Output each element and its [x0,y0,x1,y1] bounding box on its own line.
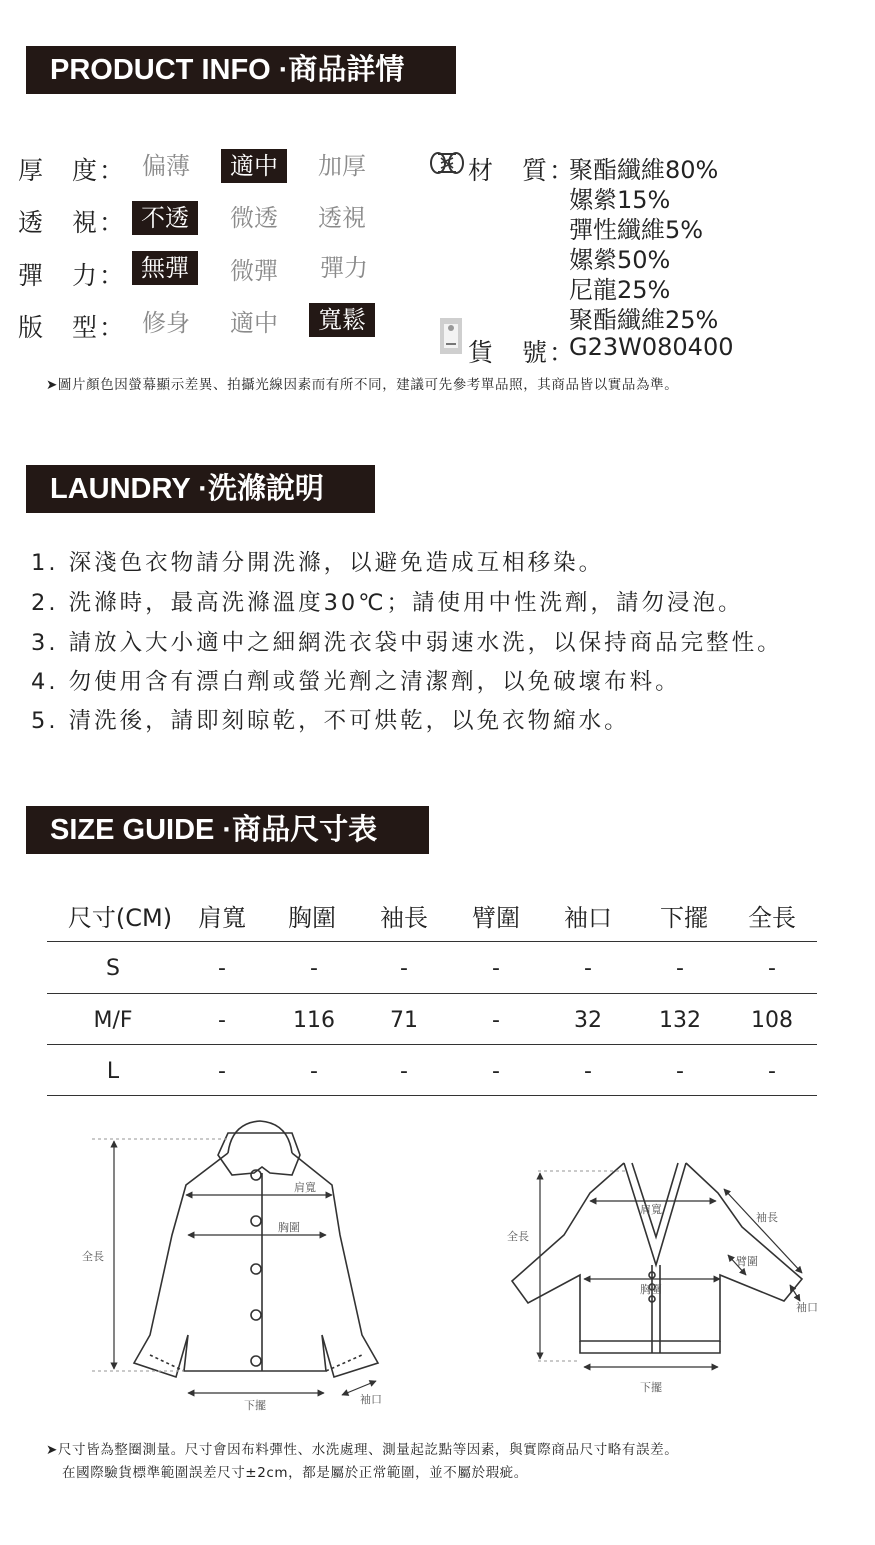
table-cell: - [492,1059,500,1084]
column-header-chest: 胸圍 [288,904,336,932]
material-line: 聚酯纖維80% [569,156,719,184]
sheerness-option-sheer: 透視 [318,204,366,232]
laundry-item: 1. 深淺色衣物請分開洗滌，以避免造成互相移染。 [31,550,605,576]
column-header-cuff: 袖口 [564,904,612,932]
material-label: 材 質： [468,156,577,185]
material-line: 嫘縈50% [569,246,671,274]
column-header-hem: 下擺 [660,904,708,932]
thickness-label: 厚 度： [18,156,127,185]
thread-spool-icon [428,150,466,176]
table-cell: - [400,956,408,981]
table-cell: - [218,956,226,981]
item-number-value: G23W080400 [569,333,734,361]
material-line: 聚酯纖維25% [569,306,719,334]
cardigan-label-chest: 胸圍 [640,1283,662,1296]
material-line: 嫘縈15% [569,186,671,214]
elasticity-option-none-selected: 無彈 [132,251,198,285]
fit-label: 版 型： [18,313,127,342]
column-header-length: 全長 [748,904,796,932]
table-cell: L [106,1059,120,1084]
thickness-option-medium-selected: 適中 [221,149,287,183]
column-header-sleeve-length: 袖長 [380,904,428,932]
cardigan-label-cuff: 袖口 [796,1301,818,1314]
cardigan-label-shoulder: 肩寬 [640,1203,662,1216]
color-disclaimer-note: ➤圖片顏色因螢幕顯示差異、拍攝光線因素而有所不同，建議可先參考單品照，其商品皆以實品為準。 [46,377,679,393]
table-cell: - [218,1008,226,1033]
column-header-arm: 臂圍 [472,904,520,932]
column-header-size: 尺寸(CM) [67,904,173,932]
table-cell: - [768,956,776,981]
cardigan-measure-lines [538,1171,802,1367]
cardigan-label-sleeve: 袖長 [756,1211,778,1224]
table-rule [47,1095,817,1096]
table-cell: 132 [659,1008,701,1033]
table-cell: - [400,1059,408,1084]
material-line: 彈性纖維5% [569,216,704,244]
measurement-diagrams [0,1105,875,1425]
elasticity-option-stretch: 彈力 [320,254,368,282]
product-info-header: PRODUCT INFO ·商品詳情 [26,46,456,94]
table-cell: S [106,956,120,981]
table-cell: - [310,1059,318,1084]
cardigan-diagram [512,1163,802,1353]
cardigan-label-hem: 下擺 [640,1381,662,1394]
table-cell: - [492,956,500,981]
thickness-option-thick: 加厚 [318,152,366,180]
table-rule [47,941,817,942]
jacket-label-length: 全長 [82,1250,104,1263]
jacket-label-chest: 胸圍 [278,1221,300,1234]
cardigan-label-arm: 臂圍 [736,1255,758,1268]
table-cell: 71 [390,1008,418,1033]
laundry-item: 5. 清洗後，請即刻晾乾，不可烘乾，以免衣物縮水。 [31,708,630,734]
table-cell: - [310,956,318,981]
table-rule [47,993,817,994]
laundry-item: 2. 洗滌時，最高洗滌溫度30℃；請使用中性洗劑，請勿浸泡。 [31,590,744,616]
table-cell: - [218,1059,226,1084]
column-header-shoulder: 肩寬 [198,904,246,932]
laundry-item: 4. 勿使用含有漂白劑或螢光劑之清潔劑，以免破壞布料。 [31,669,681,695]
fit-option-regular: 適中 [230,309,278,337]
table-cell: - [584,1059,592,1084]
sheerness-option-opaque-selected: 不透 [132,201,198,235]
table-cell: - [676,1059,684,1084]
fit-option-loose-selected: 寬鬆 [309,303,375,337]
table-cell: 116 [293,1008,335,1033]
table-rule [47,1044,817,1045]
laundry-item: 3. 請放入大小適中之細網洗衣袋中弱速水洗，以保持商品完整性。 [31,630,783,656]
elasticity-option-slight: 微彈 [230,257,278,285]
laundry-header: LAUNDRY ·洗滌說明 [26,465,375,513]
sheerness-label: 透 視： [18,208,127,237]
jacket-diagram [134,1121,378,1377]
table-cell: 108 [751,1008,793,1033]
table-cell: - [676,956,684,981]
table-cell: - [768,1059,776,1084]
table-cell: - [584,956,592,981]
item-number-label: 貨 號： [468,338,577,367]
jacket-label-shoulder: 肩寬 [294,1181,316,1194]
size-guide-header: SIZE GUIDE ·商品尺寸表 [26,806,429,854]
table-cell: - [492,1008,500,1033]
fit-option-slim: 修身 [142,309,190,337]
table-cell: 32 [574,1008,602,1033]
cardigan-label-length: 全長 [507,1230,529,1243]
elasticity-label: 彈 力： [18,261,127,290]
material-line: 尼龍25% [569,276,671,304]
jacket-label-cuff: 袖口 [360,1393,382,1406]
table-cell: M/F [93,1008,133,1033]
size-tolerance-note: ➤尺寸皆為整圈測量。尺寸會因布料彈性、水洗處理、測量起訖點等因素，與實際商品尺寸略有誤差。 [46,1442,679,1458]
size-tolerance-note-2: 在國際驗貨標準範圍誤差尺寸±2cm，都是屬於正常範圍，並不屬於瑕疵。 [62,1465,528,1481]
jacket-measure-lines [92,1139,376,1395]
thickness-option-thin: 偏薄 [142,152,190,180]
jacket-label-hem: 下擺 [244,1399,266,1412]
sheerness-option-slight: 微透 [230,204,278,232]
price-tag-icon [438,316,464,356]
